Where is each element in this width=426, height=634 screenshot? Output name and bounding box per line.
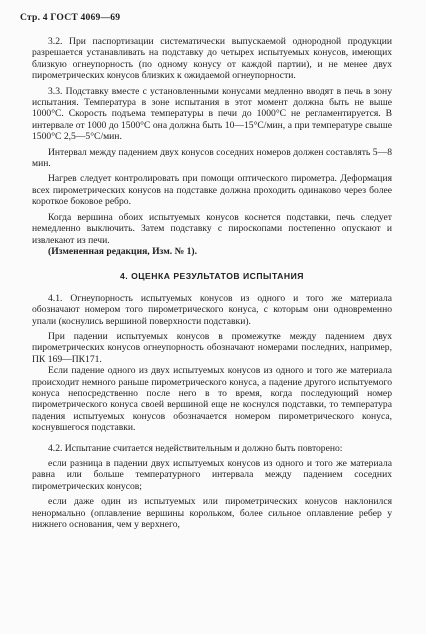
paragraph-4-2: 4.2. Испытание считается недействительным и должно быть повторено:: [48, 442, 343, 454]
amendment-note: (Измененная редакция, Изм. № 1).: [48, 245, 198, 257]
paragraph-3-2: 3.2. При паспортизации систематически выпускаемой однородной продукции разрешается устанавливать на подставку до четырех испытуемых конусов, имеющих близкую огнеупорность (по одному конусу от каждой партии), и не менее двух пирометрических конусов близких к ожидаемой огнеупорности.: [32, 36, 392, 82]
paragraph-4-1: 4.1. Огнеупорность испытуемых конусов из одного и того же материала обозначают номером того пирометрического конуса, с которым они одновременно упали (коснулись вершиной поверхности подставки).: [32, 292, 392, 327]
paragraph-cones-touch: Когда вершина обоих испытуемых конусов коснется подставки, печь следует немедленно выключить. Затем подставку с пироскопами постепенно опускают и извлекают из печи.: [32, 211, 392, 246]
paragraph-interval: Интервал между падением двух конусов соседних номеров должен составлять 5—8 мин.: [32, 146, 392, 170]
paragraph-3-3: 3.3. Подставку вместе с установленными конусами медленно вводят в печь в зону испытания. Температура в зоне испытания в этот момент должна быть не выше 1000°С. Скорость подъема температуры в печи до 1000°С не регламентируется. В интервале от 1000 до 1500°С она должна быть 10—15°С/мин, а при температуре свыше 1500°С 2,5—5°С/мин.: [32, 85, 392, 143]
paragraph-fall-rule: Если падение одного из двух испытуемых конусов из одного и того же материала происходит немного раньше пирометрического конуса, а падение другого испытуемого конуса непосредственно после него в то время, когда последующий номер пирометрического конуса своей вершиной еще не коснулся подставки, то температура падения испытуемых конусов обозначается номером пирометрического конуса, коснувшегося подставки.: [32, 365, 392, 434]
section-heading-4: 4. ОЦЕНКА РЕЗУЛЬТАТОВ ИСПЫТАНИЯ: [120, 271, 304, 282]
document-body: [32, 36, 392, 530]
paragraph-heating: Нагрев следует контролировать при помощи оптического пирометра. Деформация всех пирометрических конусов на подставке должна проходить одинаково через более короткое боковое ребро.: [32, 173, 392, 208]
paragraph-condition-2: если даже один из испытуемых или пирометрических конусов наклонился ненормально (оплавление вершины корольком, более сильное оплавление ребер у нижнего основания, чем у верхнего,: [32, 496, 392, 531]
paragraph-condition-1: если разница в падении двух испытуемых конусов из одного и того же материала равна или больше температурного интервала между падением соседних пирометрических конусов;: [32, 458, 392, 492]
page-header: Стр. 4 ГОСТ 4069—69: [20, 12, 121, 23]
paragraph-interval-notation: При падении испытуемых конусов в промежутке между падением двух пирометрических конусов огнеупорность обозначают номерами последних, например, ПК 169—ПК171.: [32, 330, 392, 365]
